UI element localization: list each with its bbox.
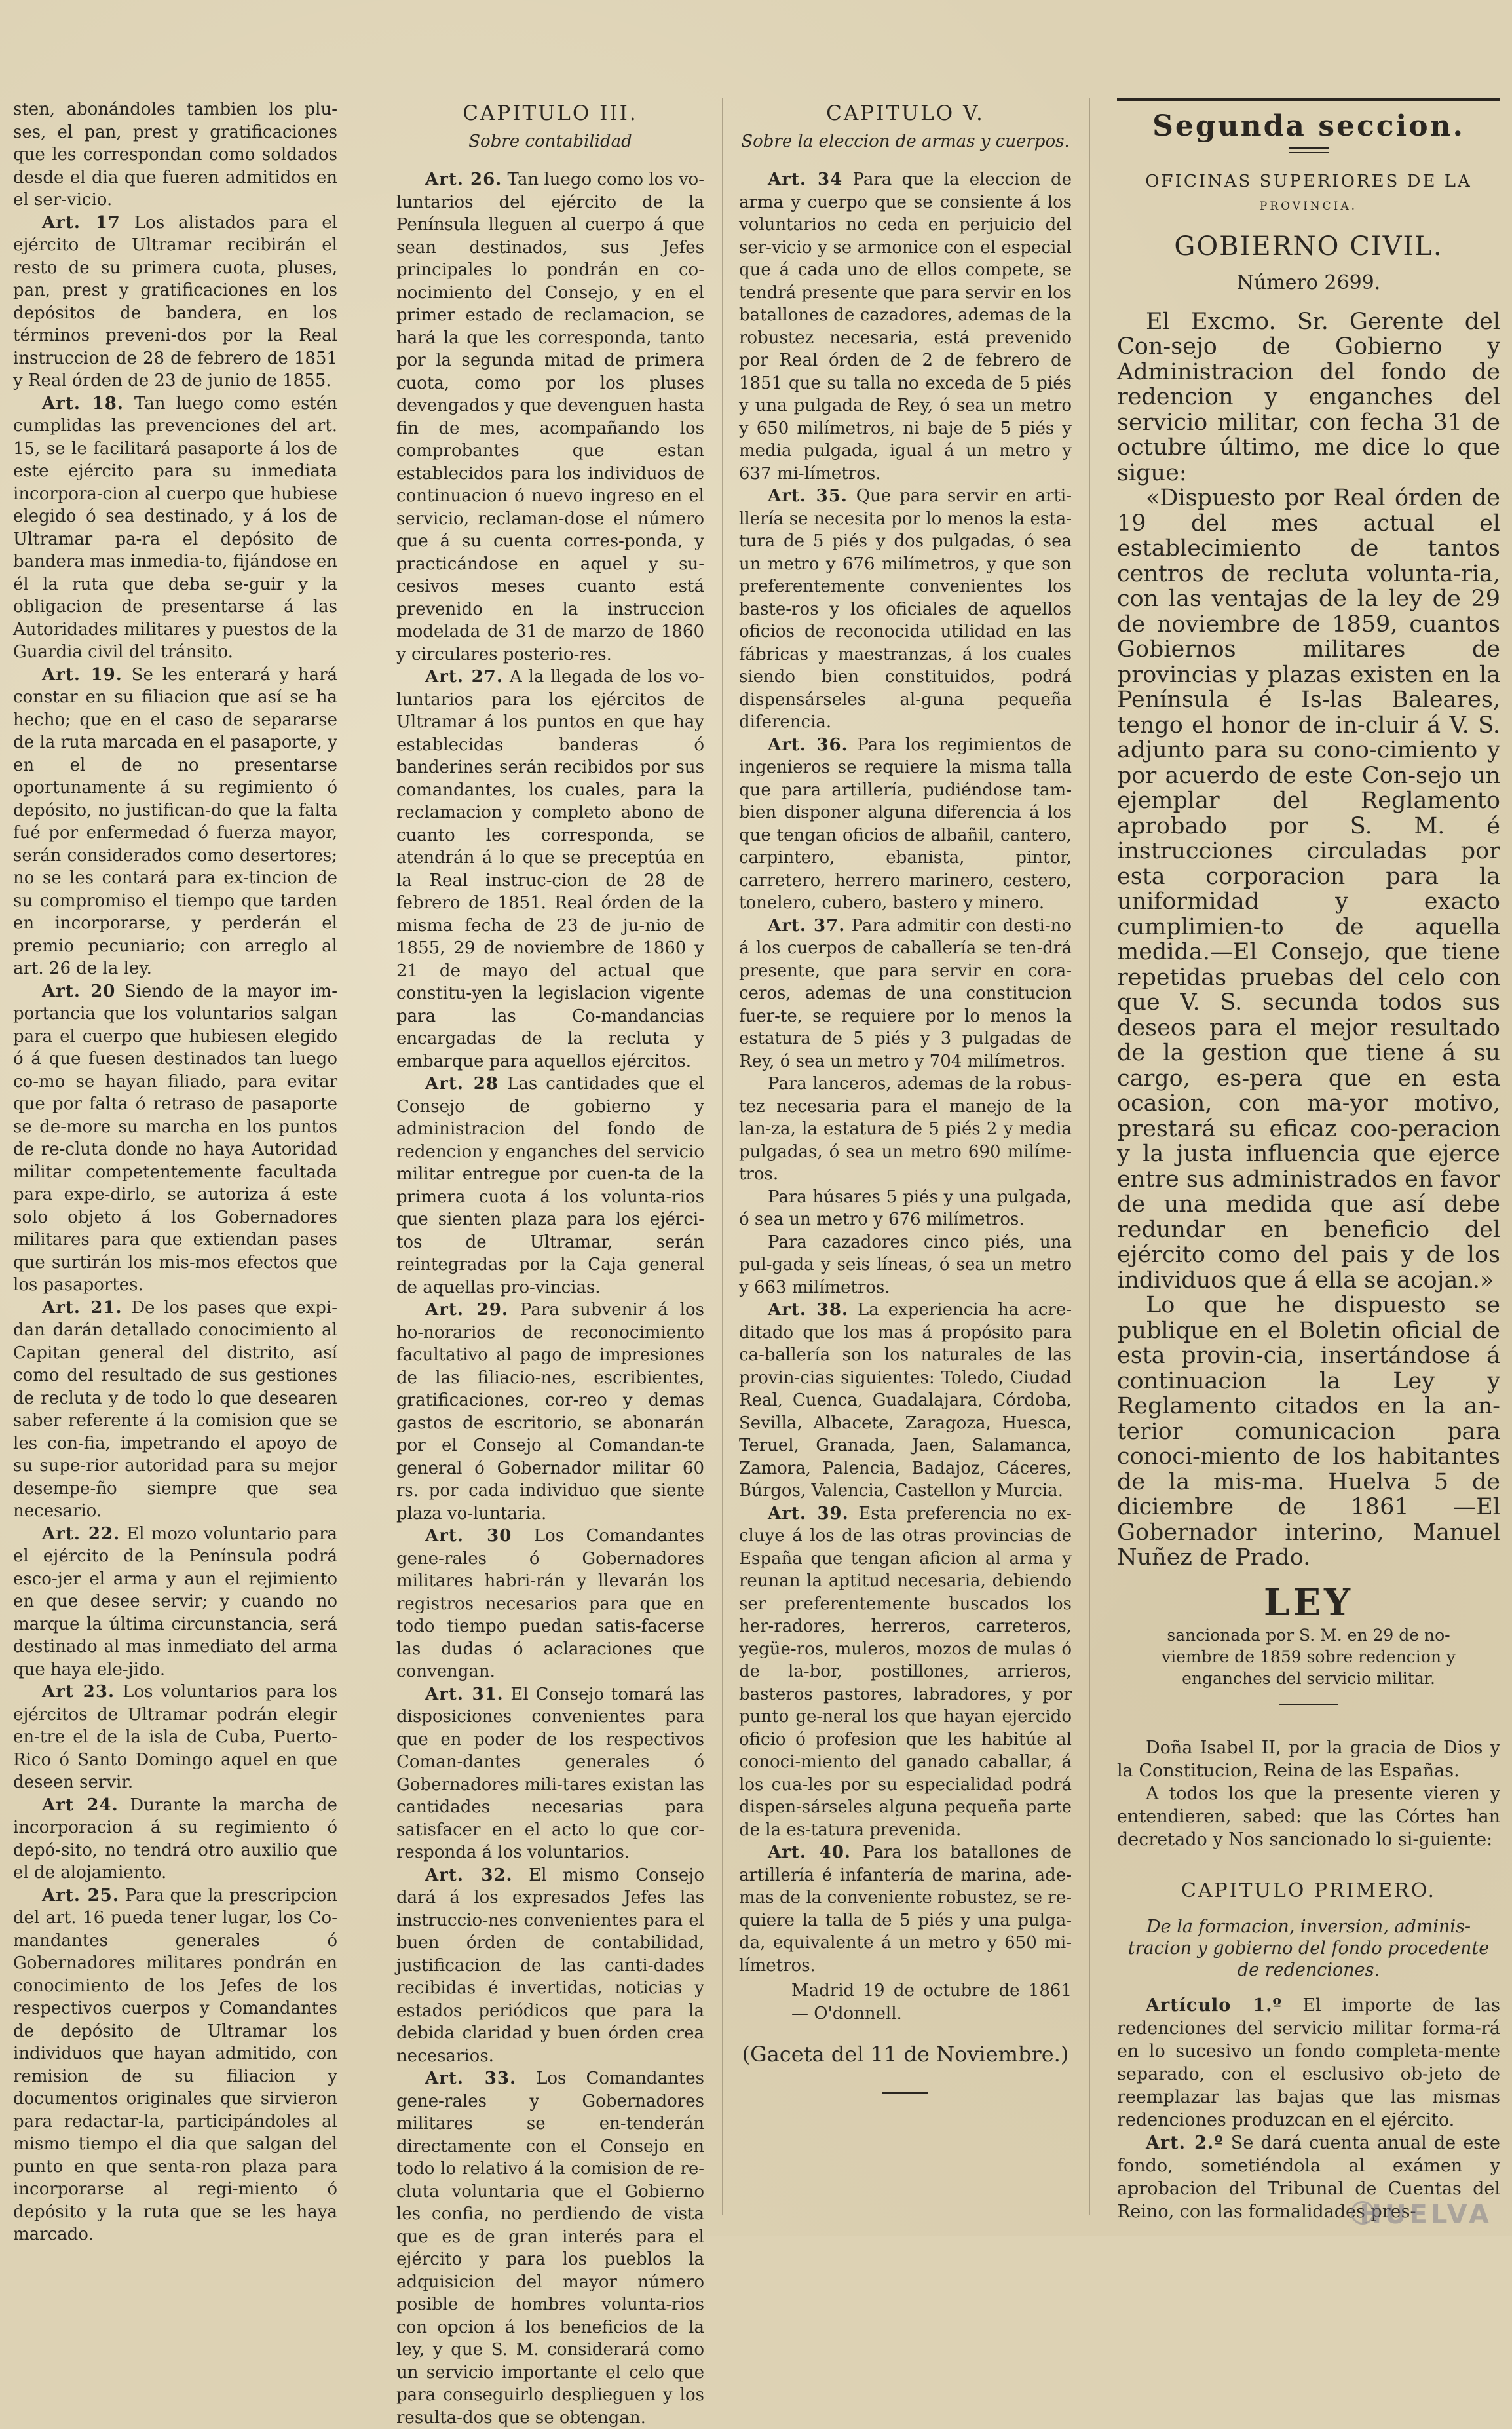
column-1 [13, 98, 337, 2246]
article-28: Art. 28 Las cantidades que el Consejo de gobierno y administracion del fondo de redencion y enganches del servicio militar entregue por cuen-ta de la primera cuota á los volunta-rios que sienten plaza para los ejérci-tos de Ultramar, serán reintegradas por la Caja general de aquellas pro-vincias. [396, 1074, 704, 1297]
paragraph: A todos los que la presente vieren y entendieren, sabed: que las Córtes han decretado y Nos sancionado lo si-guiente: [1117, 1784, 1500, 1850]
date-signature: Madrid 19 de octubre de 1861 — O'donnell. [791, 1981, 1072, 2023]
source-note: (Gaceta del 11 de Noviembre.) [742, 2042, 1069, 2067]
article-23: Art 23. Los voluntarios para los ejércitos de Ultramar podrán elegir en-tre el de la isla de Cuba, Puerto-Rico ó Santo Domingo aquel en que deseen servir. [13, 1682, 338, 1792]
paragraph: sten, abonándoles tambien los plu-ses, el pan, prest y gratificaciones que les correspondan como soldados desde el dia que fueren admitidos en el ser-vicio. [13, 100, 337, 210]
office-subheading: PROVINCIA. [1259, 200, 1358, 213]
paragraph: El Excmo. Sr. Gerente del Con-sejo de Gobierno y Administracion del fondo de redencion y enganches del servicio militar, con fecha 31 de octubre último, me dice lo que sigue: [1117, 308, 1500, 486]
government-heading: GOBIERNO CIVIL. [1174, 231, 1443, 261]
article-18: Art. 18. Tan luego como estén cumplidas las prevenciones del art. 15, se le facilitará pasaporte á los de este ejército para su inmediata incorpora-cion al cuerpo que hubiese elegido ó sea destinado, y á los de Ultramar pa-ra el depósito de bandera mas inmedia-to, fijándose en él la ruta que deba se-guir y la obligacion de presentarse á las Autoridades militares y puestos de la Guardia civil del tránsito. [13, 393, 337, 662]
top-rule [1117, 98, 1500, 101]
notice-number: Número 2699. [1236, 271, 1381, 294]
paragraph: Lo que he dispuesto se publique en el Boletin oficial de esta provin-cia, insertándose á continuacion la Ley y Reglamento citados en la an-terior comunicacion para conoci-miento de los habitantes de la mis-ma. Huelva 5 de diciembre de 1861 —El Gobernador interino, Manuel Nuñez de Prado. [1117, 1292, 1500, 1571]
article-34: Art. 34 Para que la eleccion de arma y cuerpo que se consiente á los voluntarios no ceda en perjuicio del ser-vicio y se armonice con el especial que á cada uno de ellos compete, se tendrá presente que para servir en los batallones de cazadores, ademas de la robustez necesaria, está prevenido por Real órden de 2 de febrero de 1851 que su talla no exceda de 5 piés y una pulgada de Rey, ó sea un metro y 650 milímetros, ni baje de 5 piés y media pulgada, igual á un metro y 637 mi-límetros. [739, 170, 1072, 484]
article-37: Art. 37. Para admitir con desti-no á los cuerpos de caballería se ten-drá presente, que para servir en cora-ceros, ademas de una constitucion fuer-te, se requiere por lo menos la estatura de 5 piés y 3 pulgadas de Rey, ó sea un metro y 704 milímetros. [739, 915, 1072, 1071]
article-26: Art. 26. Tan luego como los vo-luntarios del ejército de la Península lleguen al cuerpo á que sean destinados, sus Jefes principales lo pondrán en co-nocimiento del Consejo, y en el primer estado de reclamacion, se hará la que les corresponda, tanto por la segunda mitad de primera cuota, como por los pluses devengados y que devenguen hasta fin de mes, acompañando los comprobantes que estan establecidos para los individuos de continuacion ó nuevo ingreso en el servicio, reclaman-dose el número que á su cuenta corres-ponda, y practicándose en aquel y su-cesivos meses cuanto está prevenido en la instruccion modelada de 31 de marzo de 1860 y circulares posterio-res. [396, 170, 704, 664]
chapter-subheading: Sobre la eleccion de armas y cuerpos. [741, 131, 1070, 151]
divider [1279, 1704, 1338, 1705]
article-38: Art. 38. La experiencia ha acre-ditado que los mas á propósito para ca-ballería son los naturales de las provin-cias siguientes: Toledo, Ciudad Real, Cuenca, Guadalajara, Córdoba, Sevilla, Albacete, Zaragoza, Huesca, Teruel, Granada, Jaen, Salamanca, Zamora, Palencia, Badajoz, Cáceres, Búrgos, Valencia, Castellon y Murcia. [739, 1300, 1072, 1501]
chapter-heading: CAPITULO PRIMERO. [1181, 1879, 1437, 1902]
article-1: Artículo 1.º El importe de las redenciones del servicio militar forma-rá en lo sucesivo un fondo completa-mente separado, con el esclusivo ob-jeto de reemplazar las bajas que las mismas redenciones produzcan en el ejército. [1117, 1995, 1500, 2130]
article-39: Art. 39. Esta preferencia no ex-cluye á los de las otras provincias de España que tengan aficion al arma y reunan la aptitud necesaria, debiendo ser preferentemente buscados los her-radores, herreros, carreteros, yegüe-ros, muleros, mozos de mulas ó de la-bor, postillones, arrieros, basteros pastores, labradores, y por punto ge-neral los que hayan ejercido oficio ó profesion que les habitúe al conoci-miento del ganado caballar, á los cua-les por su especialidad podrá dispen-sárseles alguna pequeña parte de la es-tatura prevenida. [739, 1503, 1072, 1840]
archive-watermark: HUELVA [1359, 2200, 1492, 2230]
chapter-heading: CAPITULO III. [463, 102, 638, 125]
article-27: Art. 27. A la llegada de los vo-luntarios para los ejércitos de Ultramar á los puntos en que hay establecidas banderas ó banderines serán recibidos por sus comandantes, los cuales, para la reclamacion y completo abono de cuanto les corresponda, se atendrán á lo que se preceptúa en la Real instruc-cion de 28 de febrero de 1851. Real órden de la misma fecha de 23 de ju-nio de 1855, 29 de noviembre de 1860 y 21 de mayo del actual que constitu-yen la legislacion vigente para las Co-mandancias encargadas de la recluta y embarque para aquellos ejércitos. [396, 667, 704, 1071]
article-40: Art. 40. Para los batallones de artillería é infantería de marina, ade-mas de la conveniente robustez, se re-quiere la talla de 5 piés y una pulga-da, equivalente á un metro y 650 mi-límetros. [739, 1843, 1072, 1976]
office-heading: OFICINAS SUPERIORES DE LA [1145, 171, 1472, 191]
paragraph: Para húsares 5 piés y una pulgada, ó sea un metro y 676 milímetros. [739, 1187, 1072, 1229]
article-20: Art. 20 Siendo de la mayor im-portancia que los voluntarios salgan para el cuerpo que hubiesen elegido ó á que fuesen destinados tan luego co-mo se hayan filiado, para evitar que por falta ó retraso de pasaporte se de-more su marcha en los puntos de re-cluta donde no haya Autoridad militar competentemente facultada para expe-dirlo, se autoriza á este solo objeto á los Gobernadores militares para que extiendan pases que surtirán los mis-mos efectos que los pasaportes. [13, 981, 337, 1295]
article-19: Art. 19. Se les enterará y hará constar en su filiacion que así se ha hecho; que en el caso de separarse de la ruta marcada en el pasaporte, y en el de no presentarse oportunamente á su regimiento ó depósito, no justifican-do que la falta fué por enfermedad ó fuerza mayor, serán considerados como desertores; no se les contará para ex-tincion de su compromiso el tiempo que tarden en incorporarse, y perderán el premio pecuniario; con arreglo al art. 26 de la ley. [13, 664, 338, 978]
article-25: Art. 25. Para que la prescripcion del art. 16 pueda tener lugar, los Co-mandantes generales ó Gobernadores militares pondrán en conocimiento de los Jefes de los respectivos cuerpos y Comandantes de depósito de Ultramar los individuos que hayan admitido, con remision de su filiacion y documentos originales que sirvieron para redactar-la, participándoles al mismo tiempo el dia que salgan del punto en que senta-ron plaza para incorporarse al regi-miento ó depósito y la ruta que se les haya marcado. [13, 1885, 338, 2244]
article-22: Art. 22. El mozo voluntario para el ejército de la Península podrá esco-jer el arma y aun el rejimiento en que desee servir; y cuando no marque la última circunstancia, será destinado al mas inmediato del arma que haya ele-jido. [13, 1523, 338, 1679]
section-title: Segunda seccion. [1152, 109, 1465, 143]
article-31: Art. 31. El Consejo tomará las disposiciones convenientes para que en poder de los respectivos Coman-dantes generales ó Gobernadores mili-tares existan las cantidades necesarias para satisfacer en el acto lo que cor-responda á los voluntarios. [396, 1684, 704, 1862]
article-35: Art. 35. Que para servir en arti-llería se necesita por lo menos la esta-tura de 5 piés y dos pulgadas, ó sea un metro y 676 milímetros, y que son preferentemente convenientes los baste-ros y los oficiales de aquellos oficios de reconocida utilidad en las fábricas y maestranzas, á los cuales siendo bien constituidos, podrá dispensárseles al-guna pequeña diferencia. [739, 486, 1072, 732]
article-30: Art. 30 Los Comandantes gene-rales ó Gobernadores militares habri-rán y llevarán los registros necesarios para que en todo tiempo puedan satis-facerse las dudas ó aclaraciones que convengan. [396, 1526, 704, 1681]
divider [1289, 147, 1329, 153]
divider [882, 2092, 928, 2094]
column-4 [1117, 98, 1500, 2223]
article-36: Art. 36. Para los regimientos de ingenieros se requiere la misma talla que para artillería, pudiéndose tam-bien disponer alguna diferencia á los que tengan oficios de albañil, cantero, carpintero, ebanista, pintor, carretero, herrero marinero, cestero, tonelero, cubero, bastero y minero. [739, 735, 1072, 913]
chapter-subheading: Sobre contabilidad [468, 131, 632, 151]
article-29: Art. 29. Para subvenir á los ho-norarios de reconocimiento facultativo al pago de impresiones de las filiacio-nes, escribientes, gratificaciones, cor-reo y demas gastos de escritorio, se abonarán por el Consejo al Comandan-te general ó Gobernador militar 60 rs. por cada individuo que siente plaza vo-luntaria. [396, 1300, 705, 1523]
chapter-subheading: De la formacion, inversion, adminis-tracion y gobierno del fondo procedente de redenciones. [1127, 1916, 1490, 1980]
paragraph: Para cazadores cinco piés, una pul-gada y seis líneas, ó sea un metro y 663 milímetros. [739, 1232, 1072, 1297]
law-subtitle: sancionada por S. M. en 29 de no-viembre de 1859 sobre redencion y enganches del servicio militar. [1161, 1626, 1456, 1688]
column-rule [1089, 98, 1090, 2215]
paragraph: Para lanceros, ademas de la robus-tez necesaria para el manejo de la lan-za, la estatura de 5 piés 2 y media pulgadas, ó sea un metro 690 milíme-tros. [739, 1074, 1072, 1184]
article-32: Art. 32. El mismo Consejo dará á los expresados Jefes las instruccio-nes convenientes para el buen órden de contabilidad, justificacion de las canti-dades recibidas é invertidas, noticias y estados periódicos que para la debida claridad y buen órden crea necesarios. [396, 1865, 705, 2066]
column-3 [739, 98, 1072, 2094]
column-rule [722, 98, 723, 2215]
law-title: LEY [1263, 1580, 1354, 1624]
article-2: Art. 2.º Se dará cuenta anual de este fondo, sometiéndola al exámen y aprobacion del Tribunal de Cuentas del Reino, con las formalidades pres- [1117, 2132, 1500, 2222]
article-17: Art. 17 Los alistados para el ejército de Ultramar recibirán el resto de su primera cuota, pluses, pan, prest y gratificaciones en los depósitos de bandera, en los términos preveni-dos por la Real instruccion de 28 de febrero de 1851 y Real órden de 23 de junio de 1855. [13, 212, 337, 391]
paragraph: Doña Isabel II, por la gracia de Dios y la Constitucion, Reina de las Españas. [1117, 1738, 1500, 1781]
article-33: Art. 33. Los Comandantes gene-rales y Gobernadores militares se en-tenderán directamente con el Consejo en todo lo relativo á la comision de re-cluta voluntaria que el Gobierno les confia, no perdiendo de vista que es de gran interés para el ejército y para los pueblos la adquisicion del mayor número posible de hombres volunta-rios con opcion á los beneficios de la ley, y que S. M. considerará como un servicio importante el celo que para conseguirlo desplieguen y los resulta-dos que se obtengan. [396, 2069, 705, 2428]
paragraph: «Dispuesto por Real órden de 19 del mes actual el establecimiento de tantos centros de recluta volunta-ria, con las ventajas de la ley de 29 de noviembre de 1859, cuantos Gobiernos militares de provincias y plazas existen en la Península é Is-las Baleares, tengo el honor de in-cluir á V. S. adjunto para su cono-cimiento y por acuerdo de este Con-sejo un ejemplar del Reglamento aprobado por S. M. é instrucciones circuladas por esta corporacion para la uniformidad y exacto cumplimien-to de aquella medida.—El Consejo, que tiene repetidas pruebas del celo con que V. S. secunda todos sus deseos para el mejor resultado de la gestion que tiene á su cargo, es-pera que en esta ocasion, con ma-yor motivo, prestará su eficaz coo-peracion y la justa influencia que ejerce entre sus administrados en favor de una medida que así debe redundar en beneficio del ejército como del pais y de los individuos que á ella se acojan.» [1117, 485, 1500, 1293]
article-21: Art. 21. De los pases que expi-dan darán detallado conocimiento al Capitan general del distrito, así como del resultado de sus gestiones de recluta y de todo lo que desearen saber referente á la comision que se les con-fia, impetrando el apoyo de su supe-rior autoridad para su mejor desempe-ño siempre que sea necesario. [13, 1297, 338, 1521]
article-24: Art 24. Durante la marcha de incorporacion á su regimiento ó depó-sito, no tendrá otro auxilio que el de alojamiento. [13, 1795, 337, 1883]
chapter-heading: CAPITULO V. [826, 102, 985, 125]
column-2 [396, 98, 704, 2429]
